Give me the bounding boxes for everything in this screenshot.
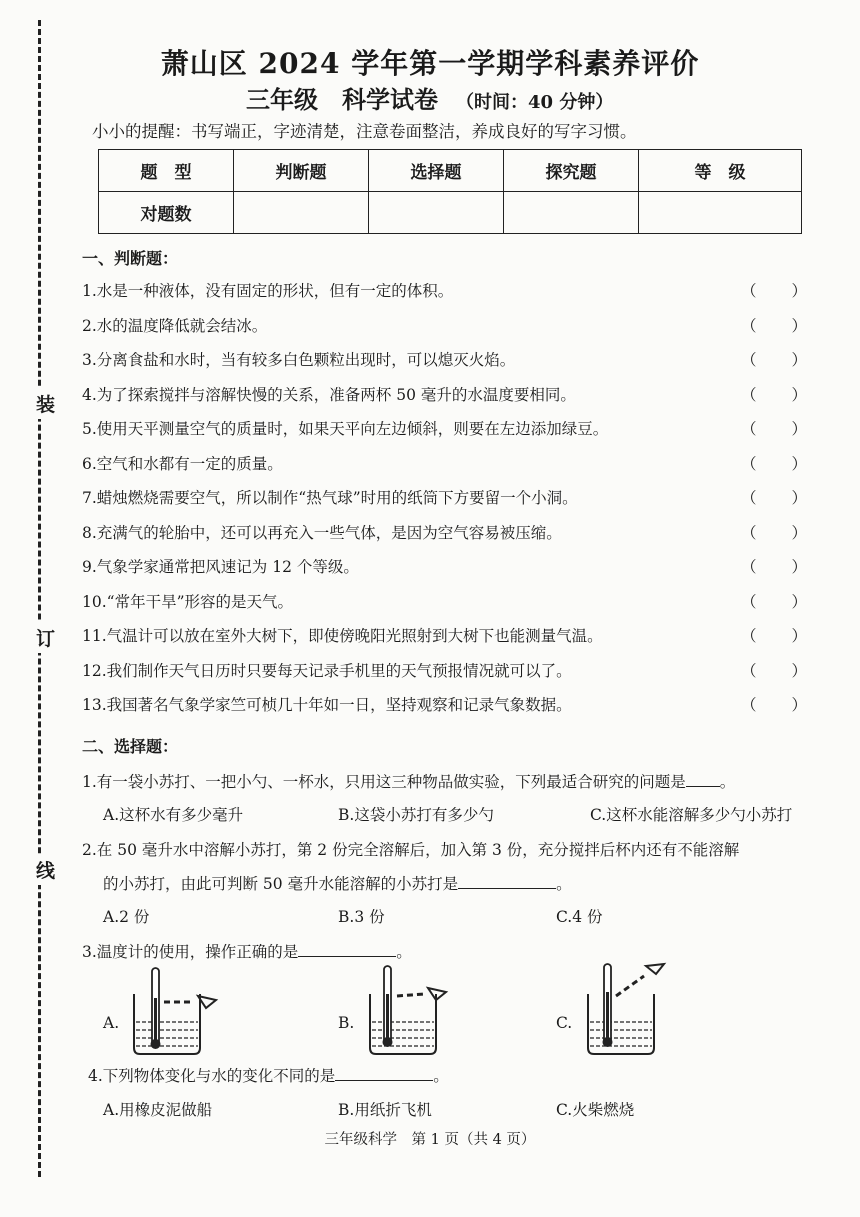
judgment-question-13: 13.我国著名气象学家竺可桢几十年如一日，坚持观察和记录气象数据。 xyxy=(82,696,572,714)
paren-close: ） xyxy=(791,351,807,369)
paren-close: ） xyxy=(791,454,807,473)
paren-open: （ xyxy=(741,489,757,507)
exam-time: （时间：40 分钟） xyxy=(456,92,614,113)
section-judgment-heading: 一、判断题： xyxy=(82,249,179,268)
choice-question-2-line2 xyxy=(103,872,572,894)
answer-parentheses[interactable] xyxy=(741,521,807,543)
judgment-question-8: 8.充满气的轮胎中，还可以再充入一些气体，是因为空气容易被压缩。 xyxy=(82,523,562,542)
score-header-type: 题 型 xyxy=(99,150,234,192)
paren-close: ） xyxy=(791,282,807,300)
exam-subtitle xyxy=(246,80,613,115)
q3-option-a[interactable]: A. xyxy=(103,1014,120,1032)
answer-parentheses[interactable] xyxy=(741,383,807,405)
score-table-count-row xyxy=(99,192,802,234)
score-cell-judgment[interactable] xyxy=(234,192,369,234)
question-end: 。 xyxy=(556,875,572,893)
paren-close: ） xyxy=(791,627,807,645)
paren-open: （ xyxy=(741,523,757,542)
choice-question-3 xyxy=(82,940,412,962)
q1-option-b[interactable]: B.这袋小苏打有多少勺 xyxy=(338,806,494,824)
paren-close: ） xyxy=(791,558,807,576)
paren-open: （ xyxy=(741,316,757,335)
answer-parentheses[interactable] xyxy=(741,452,807,474)
binding-char-xian: 线 xyxy=(36,854,55,885)
question-text: 3.温度计的使用，操作正确的是 xyxy=(82,943,299,961)
question-end: 。 xyxy=(433,1067,449,1085)
score-header-grade: 等 级 xyxy=(639,150,802,192)
thermometer-diagram-c xyxy=(584,962,684,1056)
judgment-question-7: 7.蜡烛燃烧需要空气，所以制作“热气球”时用的纸筒下方要留一个小洞。 xyxy=(82,489,578,507)
binding-char-zhuang: 装 xyxy=(36,388,55,419)
q4-option-a[interactable]: A.用橡皮泥做船 xyxy=(103,1101,213,1119)
section-choice-heading: 二、选择题： xyxy=(82,737,179,756)
q1-option-a[interactable]: A.这杯水有多少毫升 xyxy=(103,806,244,824)
judgment-question-6: 6.空气和水都有一定的质量。 xyxy=(82,454,283,473)
answer-blank[interactable] xyxy=(335,1080,433,1081)
question-end: 。 xyxy=(719,773,736,791)
question-text: 的小苏打，由此可判断 50 毫升水能溶解的小苏打是 xyxy=(103,875,459,893)
page-footer: 三年级科学 第 1 页（共 4 页） xyxy=(324,1132,536,1148)
binding-line xyxy=(38,20,55,1177)
judgment-question-4: 4.为了探索搅拌与溶解快慢的关系，准备两杯 50 毫升的水温度要相同。 xyxy=(82,385,576,404)
choice-question-1 xyxy=(82,770,735,792)
answer-parentheses[interactable] xyxy=(741,486,807,508)
answer-parentheses[interactable] xyxy=(741,314,807,336)
judgment-question-2: 2.水的温度降低就会结冰。 xyxy=(82,316,268,335)
question-text: 1.有一袋小苏打、一把小勺、一杯水，只用这三种物品做实验，下列最适合研究的问题是 xyxy=(82,773,686,791)
score-header-judgment: 判断题 xyxy=(234,150,369,192)
answer-blank[interactable] xyxy=(298,956,396,957)
grade-subject: 三年级 科学试卷 xyxy=(246,85,438,114)
score-header-choice: 选择题 xyxy=(369,150,504,192)
paren-open: （ xyxy=(741,351,757,369)
answer-parentheses[interactable] xyxy=(741,693,807,715)
answer-blank[interactable] xyxy=(686,786,720,787)
score-table-header-row xyxy=(99,150,802,192)
paren-open: （ xyxy=(741,282,757,300)
paren-open: （ xyxy=(741,592,757,611)
paren-open: （ xyxy=(741,696,757,714)
score-table xyxy=(98,149,802,234)
q3-option-b[interactable]: B. xyxy=(338,1014,355,1032)
paren-close: ） xyxy=(791,696,807,714)
choice-question-4 xyxy=(88,1064,449,1086)
score-cell-grade[interactable] xyxy=(639,192,802,234)
paren-open: （ xyxy=(741,558,757,576)
paren-close: ） xyxy=(791,489,807,507)
judgment-question-11: 11.气温计可以放在室外大树下，即使傍晚阳光照射到大树下也能测量气温。 xyxy=(82,627,603,645)
q1-option-c[interactable]: C.这杯水能溶解多少勺小苏打 xyxy=(590,806,793,824)
judgment-question-9: 9.气象学家通常把风速记为 12 个等级。 xyxy=(82,558,359,576)
judgment-question-1: 1.水是一种液体，没有固定的形状，但有一定的体积。 xyxy=(82,282,454,300)
answer-blank[interactable] xyxy=(458,888,556,889)
q2-option-a[interactable]: A.2 份 xyxy=(103,908,150,926)
paren-close: ） xyxy=(791,420,807,438)
judgment-question-12: 12.我们制作天气日历时只要每天记录手机里的天气预报情况就可以了。 xyxy=(82,661,572,680)
paren-open: （ xyxy=(741,627,757,645)
thermometer-diagram-a xyxy=(130,964,230,1056)
q2-option-c[interactable]: C.4 份 xyxy=(556,908,603,926)
paren-close: ） xyxy=(791,661,807,680)
score-header-inquiry: 探究题 xyxy=(504,150,639,192)
question-text: 4.下列物体变化与水的变化不同的是 xyxy=(88,1067,336,1085)
q3-option-c[interactable]: C. xyxy=(556,1014,573,1032)
answer-parentheses[interactable] xyxy=(741,555,807,577)
binding-char-ding: 订 xyxy=(36,622,55,653)
answer-parentheses[interactable] xyxy=(741,417,807,439)
q4-option-b[interactable]: B.用纸折飞机 xyxy=(338,1101,432,1119)
judgment-question-10: 10.“常年干旱”形容的是天气。 xyxy=(82,592,293,611)
reminder-text: 小小的提醒：书写端正，字迹清楚，注意卷面整洁，养成良好的写字习惯。 xyxy=(92,122,637,141)
score-cell-inquiry[interactable] xyxy=(504,192,639,234)
paren-open: （ xyxy=(741,385,757,404)
choice-question-2-line1: 2.在 50 毫升水中溶解小苏打，第 2 份完全溶解后，加入第 3 份，充分搅拌后杯内还有不能溶解 xyxy=(82,841,740,859)
judgment-question-5: 5.使用天平测量空气的质量时，如果天平向左边倾斜，则要在左边添加绿豆。 xyxy=(82,420,609,438)
paren-open: （ xyxy=(741,454,757,473)
q2-option-b[interactable]: B.3 份 xyxy=(338,908,385,926)
paren-open: （ xyxy=(741,661,757,680)
score-row-label: 对题数 xyxy=(99,192,234,234)
exam-title: 萧山区 2024 学年第一学期学科素养评价 xyxy=(160,47,700,80)
paren-close: ） xyxy=(791,385,807,404)
answer-parentheses[interactable] xyxy=(741,659,807,681)
score-cell-choice[interactable] xyxy=(369,192,504,234)
thermometer-diagram-b xyxy=(366,964,466,1056)
judgment-question-3: 3.分离食盐和水时，当有较多白色颗粒出现时，可以熄灭火焰。 xyxy=(82,351,516,369)
answer-parentheses[interactable] xyxy=(741,348,807,370)
answer-parentheses[interactable] xyxy=(741,279,807,301)
paren-close: ） xyxy=(791,523,807,542)
question-end: 。 xyxy=(396,943,412,961)
paren-close: ） xyxy=(791,592,807,611)
answer-parentheses[interactable] xyxy=(741,624,807,646)
q4-option-c[interactable]: C.火柴燃烧 xyxy=(556,1101,635,1119)
answer-parentheses[interactable] xyxy=(741,590,807,612)
paren-close: ） xyxy=(791,316,807,335)
paren-open: （ xyxy=(741,420,757,438)
